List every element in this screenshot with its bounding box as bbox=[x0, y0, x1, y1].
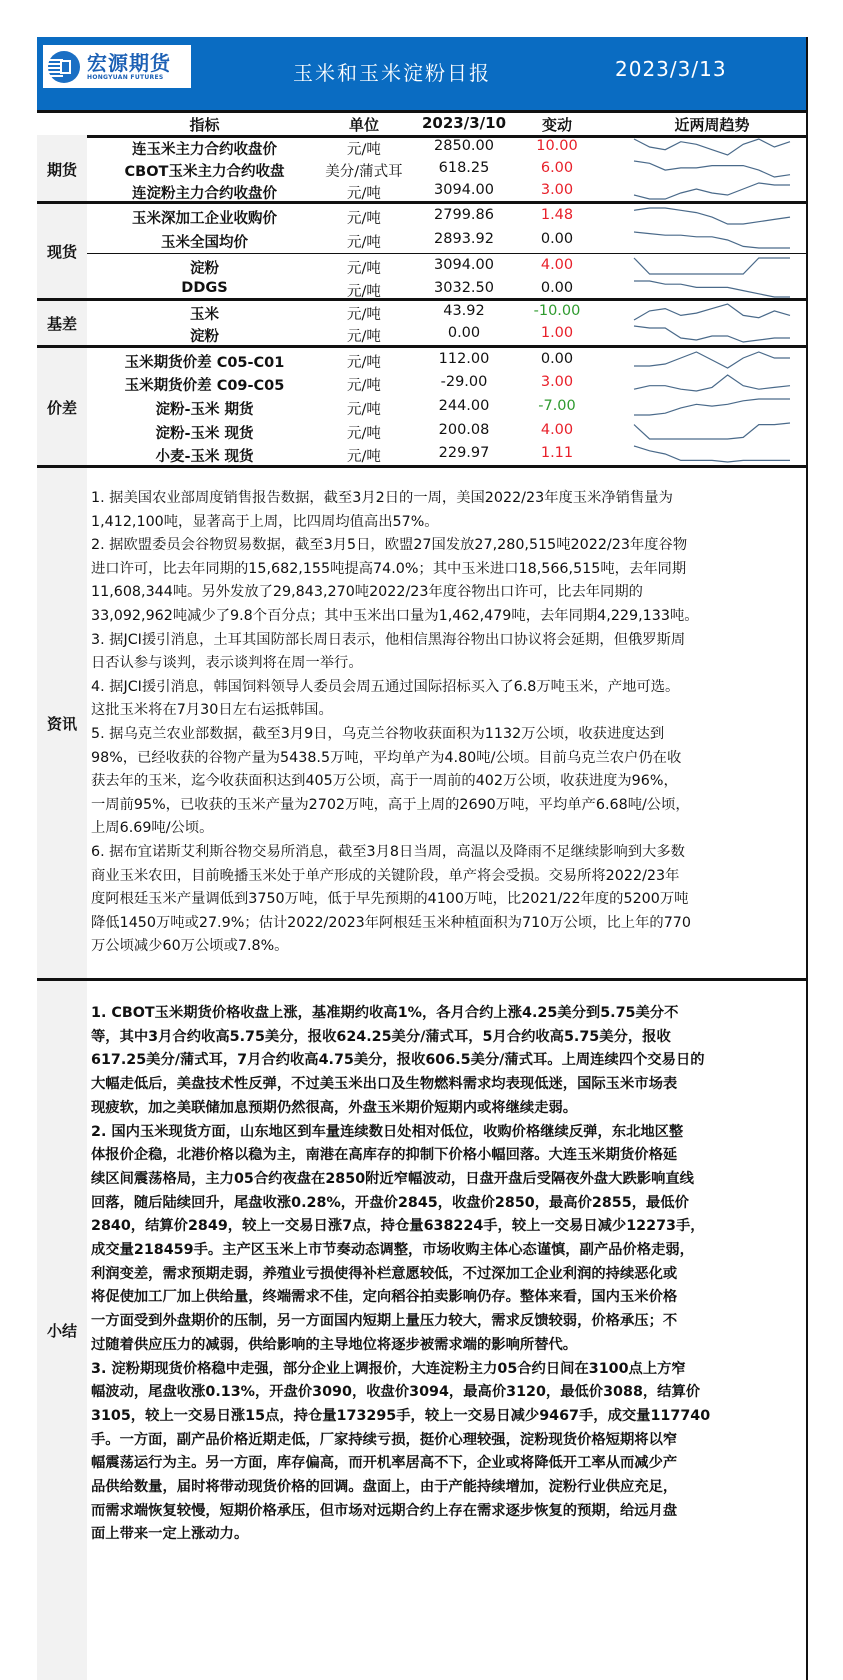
unit: 元/吨 bbox=[347, 402, 381, 418]
unit: 元/吨 bbox=[347, 307, 381, 323]
text-line: 进口许可，比去年同期的15,682,155吨提高74.0%；其中玉米进口18,566,515吨，去年同期 bbox=[91, 560, 687, 577]
section-label: 资讯 bbox=[37, 468, 87, 978]
sparkline-chart bbox=[632, 421, 792, 441]
table-row bbox=[87, 301, 806, 323]
sparkline-chart bbox=[632, 324, 792, 344]
sparkline-chart bbox=[632, 256, 792, 276]
unit: 元/吨 bbox=[347, 329, 381, 345]
col-change: 变动 bbox=[541, 116, 572, 134]
change: 4.00 bbox=[540, 257, 574, 273]
indicator-name: DDGS bbox=[181, 280, 228, 296]
section-summary bbox=[37, 981, 806, 1680]
summary-text bbox=[91, 1002, 796, 1547]
text-line: 3. 淀粉期现货价格稳中走强，部分企业上调报价，大连淀粉主力05合约日间在3100点上方窄 bbox=[91, 1360, 686, 1377]
section-label: 现货 bbox=[37, 204, 87, 299]
text-line: 上周6.69吨/公顷。 bbox=[91, 820, 214, 837]
text-line: 4. 据JCI援引消息，韩国饲料领导人委员会周五通过国际招标买入了6.8万吨玉米，产地可选。 bbox=[91, 678, 680, 695]
text-line: 等，其中3月合约收高5.75美分，报收624.25美分/蒲式耳，5月合约收高5.75美分，报收 bbox=[91, 1028, 671, 1045]
sparkline-chart bbox=[632, 230, 792, 250]
table-row bbox=[87, 136, 806, 158]
text-line: 体报价企稳，北港价格以稳为主，南港在高库存的抑制下价格小幅回落。大连玉米期货价格延 bbox=[91, 1147, 678, 1164]
table-row bbox=[87, 278, 806, 300]
logo-chinese-name: 宏源期货 bbox=[87, 51, 171, 75]
text-line: 3. 据JCI援引消息，土耳其国防部长周日表示，他相信黑海谷物出口协议将会延期，但俄罗斯周 bbox=[91, 631, 686, 648]
change: 0.00 bbox=[540, 231, 574, 247]
section-futures bbox=[37, 135, 806, 203]
sparkline-chart bbox=[632, 159, 792, 179]
text-line: 2. 据欧盟委员会谷物贸易数据，截至3月5日，欧盟27国发放27,280,515吨2022/23年度谷物 bbox=[91, 537, 688, 554]
section-news bbox=[37, 468, 806, 978]
indicator-name: 玉米 bbox=[190, 307, 219, 323]
change: 1.00 bbox=[540, 325, 574, 341]
text-line: 617.25美分/蒲式耳，7月合约收高4.75美分，报收606.5美分/蒲式耳。上周连续四个交易日的 bbox=[91, 1052, 705, 1069]
text-line: 手。一方面，副产品价格近期走低，厂家持续亏损，挺价心理较强，淀粉现货价格短期将以窄 bbox=[91, 1431, 678, 1448]
sparkline-chart bbox=[632, 444, 792, 464]
text-line: 续区间震荡格局，主力05合约夜盘在2850附近窄幅波动，日盘开盘后受隔夜外盘大跌影响直线 bbox=[91, 1170, 694, 1187]
text-line: 品供给数量，届时将带动现货价格的回调。盘面上，由于产能持续增加，淀粉行业供应充足， bbox=[91, 1479, 678, 1496]
table-row bbox=[87, 255, 806, 277]
value: 618.25 bbox=[438, 160, 490, 176]
change: -10.00 bbox=[533, 303, 581, 319]
value: 2893.92 bbox=[434, 231, 494, 247]
sparkline-chart bbox=[632, 137, 792, 157]
text-line: 11,608,344吨。另外发放了29,843,270吨2022/23年度谷物出口许可，比去年同期的 bbox=[91, 584, 643, 601]
unit: 元/吨 bbox=[347, 261, 381, 277]
text-line: 98%，已经收获的谷物产量为5438.5万吨，平均单产为4.80吨/公顷。目前乌克兰农户仍在收 bbox=[91, 749, 682, 766]
text-line: 过随着供应压力的减弱，供给影响的主导地位将逐步被需求端的影响所替代。 bbox=[91, 1336, 578, 1353]
text-line: 成交量218459手。主产区玉米上市节奏动态调整，市场收购主体心态谨慎，副产品价格走弱， bbox=[91, 1242, 694, 1259]
col-trend: 近两周趋势 bbox=[674, 116, 750, 134]
col-indicator: 指标 bbox=[189, 116, 220, 134]
indicator-name: 玉米期货价差 C09-C05 bbox=[124, 378, 285, 394]
indicator-name: 玉米全国均价 bbox=[161, 235, 248, 251]
sparkline-chart bbox=[632, 279, 792, 299]
unit: 元/吨 bbox=[347, 378, 381, 394]
table-row bbox=[87, 349, 806, 371]
change: 0.00 bbox=[540, 280, 574, 296]
value: 3094.00 bbox=[434, 182, 494, 198]
section-spot bbox=[37, 204, 806, 299]
text-line: 商业玉米农田，目前晚播玉米处于单产形成的关键阶段，单产将会受损。交易所将2022/23年 bbox=[91, 867, 680, 884]
sparkline-chart bbox=[632, 373, 792, 393]
unit: 元/吨 bbox=[347, 449, 381, 465]
unit: 元/吨 bbox=[347, 355, 381, 371]
report-header bbox=[37, 37, 806, 110]
change: 0.00 bbox=[540, 351, 574, 367]
sparkline-chart bbox=[632, 350, 792, 370]
report-title: 玉米和玉米淀粉日报 bbox=[293, 61, 491, 85]
text-line: 日否认参与谈判，表示谈判将在周一举行。 bbox=[91, 655, 363, 672]
indicator-name: 淀粉-玉米 现货 bbox=[155, 426, 254, 442]
table-row bbox=[87, 158, 806, 180]
table-row bbox=[87, 372, 806, 394]
text-line: 度阿根廷玉米产量调低到3750万吨，低于早先预期的4100万吨，比2021/22年度的5200万吨 bbox=[91, 891, 689, 908]
value: 2850.00 bbox=[434, 138, 494, 154]
text-line: 一周前95%，已收获的玉米产量为2702万吨，高于上周的2690万吨，平均单产6.68吨/公顷， bbox=[91, 796, 690, 813]
change: -7.00 bbox=[538, 398, 576, 414]
unit: 元/吨 bbox=[347, 186, 381, 202]
table-column-headers bbox=[37, 110, 806, 138]
value: -29.00 bbox=[440, 374, 488, 390]
change: 1.11 bbox=[540, 445, 574, 461]
value: 3032.50 bbox=[434, 280, 494, 296]
change: 4.00 bbox=[540, 422, 574, 438]
news-text bbox=[91, 487, 796, 959]
text-line: 幅震荡运行为主。另一方面，库存偏高，而开机率居高不下，企业或将降低开工率从而减少产 bbox=[91, 1455, 678, 1472]
text-line: 面上带来一定上涨动力。 bbox=[91, 1526, 249, 1543]
unit: 元/吨 bbox=[347, 284, 381, 300]
change: 1.48 bbox=[540, 207, 574, 223]
text-line: 而需求端恢复较慢，短期价格承压，但市场对远期合约上存在需求逐步恢复的预期，给远月盘 bbox=[91, 1502, 678, 1519]
indicator-name: CBOT玉米主力合约收盘 bbox=[124, 164, 285, 180]
text-line: 1. CBOT玉米期货价格收盘上涨，基准期约收高1%，各月合约上涨4.25美分到5.75美分不 bbox=[91, 1005, 679, 1021]
col-value-date: 2023/3/10 bbox=[421, 114, 507, 132]
text-line: 降低1450万吨或27.9%；估计2022/2023年阿根廷玉米种植面积为710万公顷，比上年的770 bbox=[91, 914, 691, 931]
indicator-name: 玉米期货价差 C05-C01 bbox=[124, 355, 285, 371]
value: 244.00 bbox=[438, 398, 490, 414]
indicator-name: 小麦-玉米 现货 bbox=[155, 449, 254, 465]
text-line: 5. 据乌克兰农业部数据，截至3月9日，乌克兰谷物收获面积为1132万公顷，收获进度达到 bbox=[91, 725, 665, 742]
sparkline-chart bbox=[632, 206, 792, 226]
sparkline-chart bbox=[632, 397, 792, 417]
indicator-name: 连淀粉主力合约收盘价 bbox=[132, 186, 277, 202]
section-basis bbox=[37, 301, 806, 346]
value: 112.00 bbox=[438, 351, 490, 367]
text-line: 6. 据布宜诺斯艾利斯谷物交易所消息，截至3月8日当周，高温以及降雨不足继续影响到大多数 bbox=[91, 843, 685, 860]
change: 3.00 bbox=[540, 182, 574, 198]
change: 10.00 bbox=[536, 138, 578, 154]
logo-english-name: HONGYUAN FUTURES bbox=[87, 74, 164, 81]
unit: 元/吨 bbox=[347, 235, 381, 251]
section-label: 期货 bbox=[37, 135, 87, 203]
indicator-name: 淀粉 bbox=[190, 329, 219, 345]
table-row bbox=[87, 229, 806, 251]
section-label: 基差 bbox=[37, 301, 87, 346]
text-line: 获去年的玉米，迄今收获面积达到405万公顷，高于一周前的402万公顷，收获进度为96%， bbox=[91, 773, 678, 790]
text-line: 大幅走低后，美盘技术性反弹，不过美玉米出口及生物燃料需求均表现低迷，国际玉米市场表 bbox=[91, 1076, 678, 1093]
table-row bbox=[87, 180, 806, 202]
section-spread bbox=[37, 348, 806, 466]
text-line: 这批玉米将在7月30日左右运抵韩国。 bbox=[91, 702, 333, 719]
unit: 美分/蒲式耳 bbox=[325, 164, 403, 180]
value: 229.97 bbox=[438, 445, 490, 461]
table-row bbox=[87, 323, 806, 345]
text-line: 2840，结算价2849，较上一交易日涨7点，持仓量638224手，较上一交易日减少12273手， bbox=[91, 1218, 705, 1235]
text-line: 1. 据美国农业部周度销售报告数据，截至3月2日的一周，美国2022/23年度玉米净销售量为 bbox=[91, 490, 673, 506]
indicator-name: 淀粉-玉米 期货 bbox=[155, 402, 254, 418]
report-date: 2023/3/13 bbox=[615, 57, 727, 81]
value: 43.92 bbox=[443, 303, 485, 319]
table-row bbox=[87, 205, 806, 227]
text-line: 回落，随后陆续回升，尾盘收涨0.28%，开盘价2845，收盘价2850，最高价2855，最低价 bbox=[91, 1194, 689, 1211]
section-label: 价差 bbox=[37, 348, 87, 466]
subsection-divider bbox=[87, 253, 806, 254]
text-line: 现疲软，加之美联储加息预期仍然很高，外盘玉米期价短期内或将继续走弱。 bbox=[91, 1099, 578, 1116]
table-row bbox=[87, 420, 806, 442]
change: 6.00 bbox=[540, 160, 574, 176]
table-row bbox=[87, 396, 806, 418]
sparkline-chart bbox=[632, 302, 792, 322]
value: 2799.86 bbox=[434, 207, 494, 223]
indicator-name: 连玉米主力合约收盘价 bbox=[132, 142, 277, 158]
text-line: 万公顷减少60万公顷或7.8%。 bbox=[91, 938, 289, 955]
unit: 元/吨 bbox=[347, 142, 381, 158]
sparkline-chart bbox=[632, 181, 792, 201]
text-line: 2. 国内玉米现货方面，山东地区到车量连续数日处相对低位，收购价格继续反弹，东北地区整 bbox=[91, 1123, 684, 1140]
indicator-name: 玉米深加工企业收购价 bbox=[132, 211, 277, 227]
section-label: 小结 bbox=[37, 981, 87, 1680]
value: 200.08 bbox=[438, 422, 490, 438]
text-line: 3105，较上一交易日涨15点，持仓量173295手，较上一交易日减少9467手，成交量117740 bbox=[91, 1407, 711, 1424]
indicator-name: 淀粉 bbox=[190, 261, 219, 277]
report-page bbox=[37, 37, 808, 1680]
text-line: 利润变差，需求预期走弱，养殖业亏损使得补栏意愿较低，不过深加工企业利润的持续恶化或 bbox=[91, 1265, 678, 1282]
text-line: 幅波动，尾盘收涨0.13%，开盘价3090，收盘价3094，最高价3120，最低价3088，结算价 bbox=[91, 1384, 701, 1401]
unit: 元/吨 bbox=[347, 426, 381, 442]
text-line: 将促使加工厂加上供给量，终端需求不佳，定向稻谷拍卖影响仍存。整体来看，国内玉米价格 bbox=[91, 1289, 678, 1306]
col-unit: 单位 bbox=[348, 116, 379, 134]
company-logo bbox=[43, 45, 191, 88]
text-line: 33,092,962吨减少了9.8个百分点；其中玉米出口量为1,462,479吨，去年同期4,229,133吨。 bbox=[91, 607, 699, 624]
text-line: 1,412,100吨，显著高于上周，比四周均值高出57%。 bbox=[91, 513, 439, 530]
value: 3094.00 bbox=[434, 257, 494, 273]
value: 0.00 bbox=[447, 325, 481, 341]
text-line: 一方面受到外盘期价的压制，另一方面国内短期上量压力较大，需求反馈较弱，价格承压；不 bbox=[91, 1313, 678, 1330]
unit: 元/吨 bbox=[347, 211, 381, 227]
logo-mark-icon bbox=[47, 50, 81, 84]
table-row bbox=[87, 443, 806, 465]
change: 3.00 bbox=[540, 374, 574, 390]
